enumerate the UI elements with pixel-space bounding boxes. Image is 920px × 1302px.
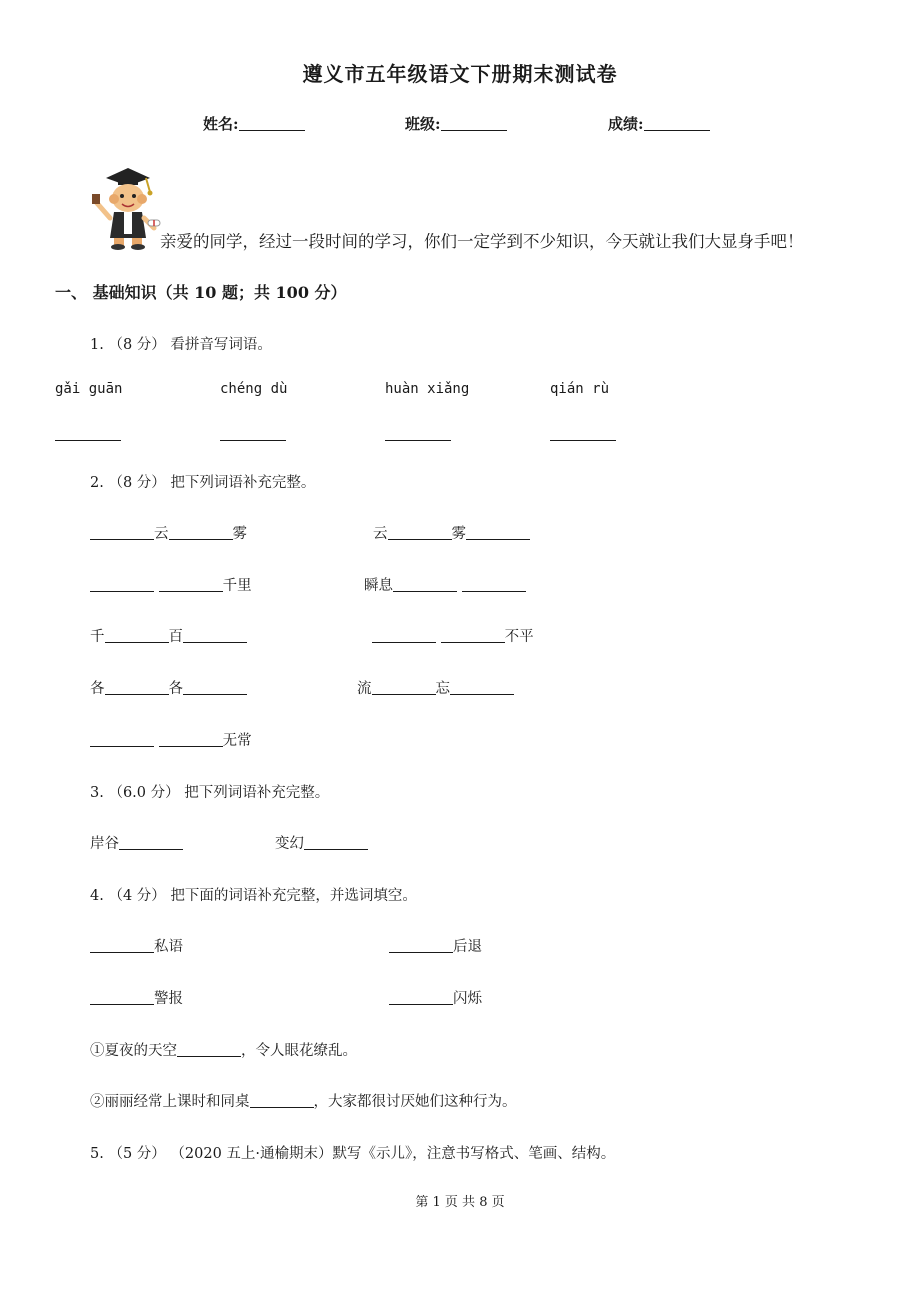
idiom-char: 忘 <box>435 681 450 697</box>
section-heading: 一、 基础知识（共 10 题；共 100 分） <box>55 283 347 302</box>
answer-blank[interactable] <box>90 732 154 747</box>
name-label: 姓名: <box>203 115 239 133</box>
idiom-row <box>373 522 530 543</box>
word-row <box>90 832 183 853</box>
score-field[interactable] <box>608 113 710 134</box>
question-prompt: （2020 五上·通榆期末）默写《示儿》，注意书写格式、笔画、结构。 <box>170 1146 616 1162</box>
question-prompt: 把下列词语补充完整。 <box>184 785 330 801</box>
sentence-text: ，大家都很讨厌她们这种行为。 <box>313 1094 517 1110</box>
answer-blank[interactable] <box>389 990 453 1005</box>
page-footer: 第 1 页 共 8 页 <box>415 1195 505 1210</box>
idiom-row <box>372 625 534 646</box>
question-points: （4 分） <box>108 888 166 904</box>
idiom-row <box>90 574 252 595</box>
idiom-char: 无常 <box>222 733 252 749</box>
pinyin-4: qián rù <box>550 381 610 397</box>
pinyin-3: huàn xiǎng <box>385 381 470 397</box>
answer-blank[interactable] <box>119 835 183 850</box>
answer-blank[interactable] <box>183 628 247 643</box>
answer-blank[interactable] <box>550 440 616 441</box>
answer-blank[interactable] <box>389 938 453 953</box>
answer-blank[interactable] <box>105 680 169 695</box>
score-blank[interactable] <box>644 115 710 131</box>
word-row <box>389 987 482 1008</box>
class-blank[interactable] <box>441 115 507 131</box>
answer-blank[interactable] <box>372 628 436 643</box>
pinyin-2: chéng dù <box>220 381 288 397</box>
answer-blank[interactable] <box>90 938 154 953</box>
question-number: 1. <box>90 337 104 353</box>
greeting-text: 亲爱的同学，经过一段时间的学习，你们一定学到不少知识，今天就让我们大显身手吧！ <box>160 232 804 251</box>
word-text: 警报 <box>154 991 183 1007</box>
class-field[interactable] <box>405 113 507 134</box>
question-2 <box>90 471 315 492</box>
question-points: （8 分） <box>108 337 166 353</box>
question-number: 3. <box>90 785 104 801</box>
answer-blank[interactable] <box>466 525 530 540</box>
answer-blank[interactable] <box>388 525 452 540</box>
idiom-char: 雾 <box>232 526 247 542</box>
sentence-text: ②丽丽经常上课时和同桌 <box>90 1094 250 1110</box>
answer-blank[interactable] <box>304 835 368 850</box>
question-number: 5. <box>90 1146 104 1162</box>
question-number: 2. <box>90 475 104 491</box>
class-label: 班级: <box>405 115 441 133</box>
word-text: 变幻 <box>275 836 304 852</box>
question-prompt: 把下面的词语补充完整，并选词填空。 <box>170 888 417 904</box>
idiom-char: 千 <box>90 629 105 645</box>
idiom-char: 瞬息 <box>364 578 393 594</box>
idiom-row <box>357 677 514 698</box>
word-row <box>90 987 183 1008</box>
word-row <box>275 832 368 853</box>
answer-blank[interactable] <box>220 440 286 441</box>
answer-blank[interactable] <box>462 577 526 592</box>
idiom-row <box>364 574 526 595</box>
sentence-text: ①夏夜的天空 <box>90 1043 177 1059</box>
idiom-char: 各 <box>90 681 105 697</box>
idiom-char: 流 <box>357 681 372 697</box>
answer-blank[interactable] <box>177 1042 241 1057</box>
question-points: （8 分） <box>108 475 166 491</box>
idiom-char: 不平 <box>504 629 534 645</box>
answer-blank[interactable] <box>105 628 169 643</box>
answer-blank[interactable] <box>372 680 436 695</box>
answer-blank[interactable] <box>393 577 457 592</box>
word-row <box>389 935 482 956</box>
sentence-text: ，令人眼花缭乱。 <box>241 1043 357 1059</box>
answer-blank[interactable] <box>169 525 233 540</box>
question-3 <box>90 781 329 802</box>
word-text: 私语 <box>154 939 183 955</box>
answer-blank[interactable] <box>55 440 121 441</box>
word-text: 闪烁 <box>453 991 482 1007</box>
pinyin-1: gǎi guān <box>55 381 123 397</box>
answer-blank[interactable] <box>90 990 154 1005</box>
answer-blank[interactable] <box>159 732 223 747</box>
question-4 <box>90 884 417 905</box>
answer-blank[interactable] <box>159 577 223 592</box>
idiom-char: 千里 <box>222 578 252 594</box>
question-number: 4. <box>90 888 104 904</box>
answer-blank[interactable] <box>441 628 505 643</box>
name-blank[interactable] <box>239 115 305 131</box>
sentence-1 <box>90 1039 357 1060</box>
question-prompt: 把下列词语补充完整。 <box>170 475 316 491</box>
answer-blank[interactable] <box>90 577 154 592</box>
answer-blank[interactable] <box>183 680 247 695</box>
question-points: （6.0 分） <box>108 785 180 801</box>
word-row <box>90 935 183 956</box>
idiom-char: 云 <box>154 526 169 542</box>
idiom-row <box>90 677 247 698</box>
idiom-row <box>90 625 247 646</box>
idiom-char: 雾 <box>451 526 466 542</box>
answer-blank[interactable] <box>90 525 154 540</box>
graduate-mascot-icon <box>84 164 162 250</box>
answer-blank[interactable] <box>450 680 514 695</box>
idiom-char: 各 <box>168 681 183 697</box>
question-points: （5 分） <box>108 1146 166 1162</box>
answer-blank[interactable] <box>385 440 451 441</box>
idiom-char: 云 <box>373 526 388 542</box>
idiom-char: 百 <box>168 629 183 645</box>
question-5 <box>90 1142 615 1163</box>
idiom-row <box>90 729 252 750</box>
answer-blank[interactable] <box>250 1093 314 1108</box>
name-field[interactable] <box>203 113 305 134</box>
question-prompt: 看拼音写词语。 <box>170 337 272 353</box>
sentence-2 <box>90 1090 517 1111</box>
word-text: 岸谷 <box>90 836 119 852</box>
score-label: 成绩: <box>608 115 644 133</box>
word-text: 后退 <box>453 939 482 955</box>
question-1 <box>90 333 272 354</box>
idiom-row <box>90 522 247 543</box>
page-title: 遵义市五年级语文下册期末测试卷 <box>302 62 618 86</box>
